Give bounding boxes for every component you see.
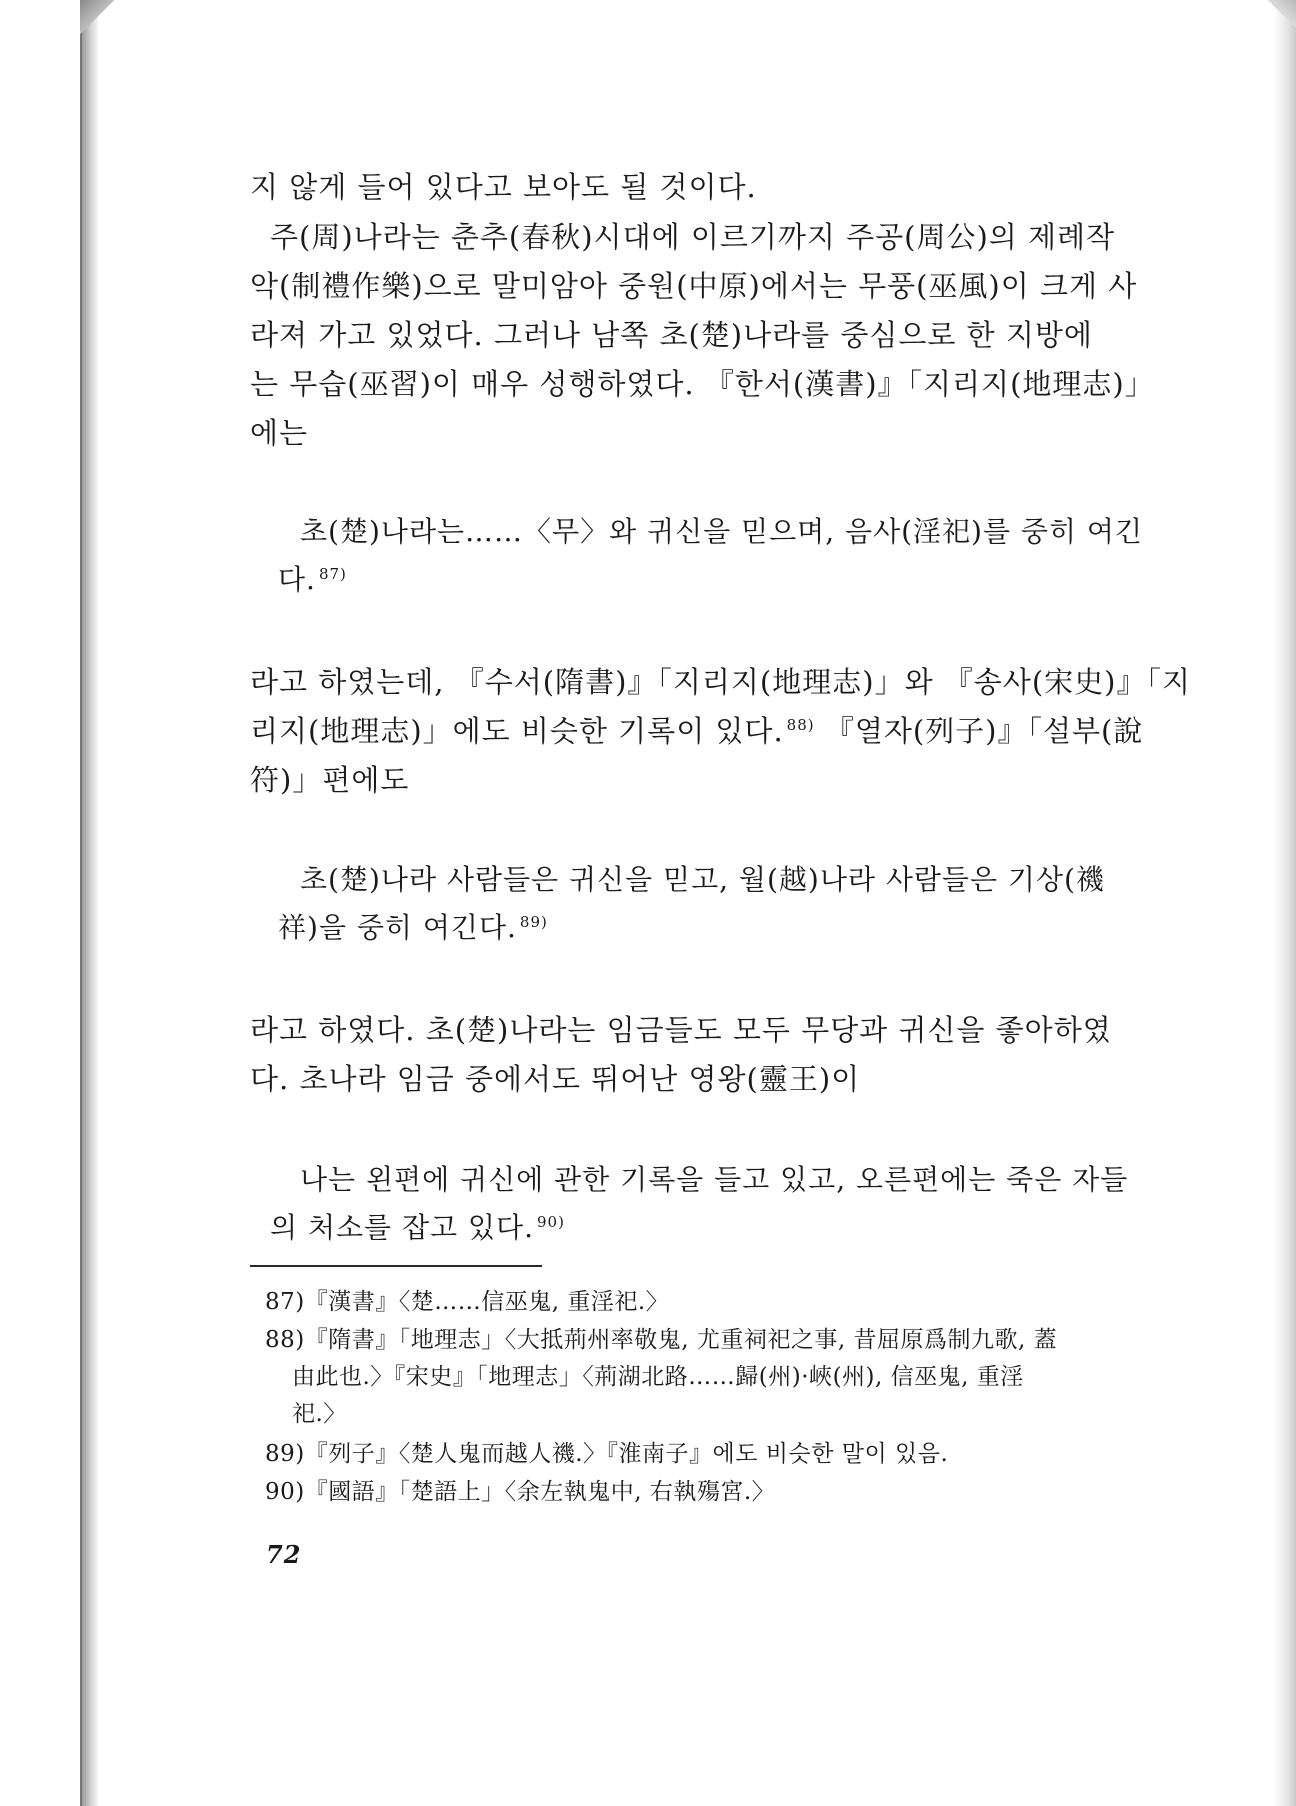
text-line: 라져 가고 있었다. 그러나 남쪽 초(楚)나라를 중심으로 한 지방에 bbox=[250, 318, 1093, 352]
page-corner-fold-left bbox=[80, 0, 114, 34]
text-line bbox=[250, 709, 1143, 750]
text-line: 라고 하였다. 초(楚)나라는 임금들도 모두 무당과 귀신을 좋아하였 bbox=[250, 1013, 1112, 1047]
footnote-88: 88)『隋書』「地理志」〈大抵荊州率敬鬼, 尤重祠祀之事, 昔屈原爲制九歌, 蓋 bbox=[265, 1327, 1058, 1353]
text-line: 나는 왼편에 귀신에 관한 기록을 들고 있고, 오른편에는 죽은 자들 bbox=[300, 1163, 1129, 1196]
text-line: 주(周)나라는 춘추(春秋)시대에 이르기까지 주공(周公)의 제례작 bbox=[270, 220, 1116, 254]
text-line bbox=[270, 1206, 565, 1246]
footnote-87: 87)『漢書』〈楚……信巫鬼, 重淫祀.〉 bbox=[265, 1289, 670, 1315]
page-right-edge bbox=[1274, 0, 1296, 1806]
footnote-ref-87[interactable]: 87) bbox=[318, 564, 347, 583]
page-corner-fold-right bbox=[1268, 0, 1296, 28]
footnote-88-cont: 由此也.〉『宋史』「地理志」〈荊湖北路……歸(州)·峽(州), 信巫鬼, 重淫 bbox=[292, 1364, 1024, 1390]
text-line: 符)」편에도 bbox=[250, 763, 410, 797]
quote-text: 의 처소를 잡고 있다. bbox=[270, 1211, 534, 1244]
text-line: 에는 bbox=[250, 416, 309, 450]
text-line: 악(制禮作樂)으로 말미암아 중원(中原)에서는 무풍(巫風)이 크게 사 bbox=[250, 269, 1138, 303]
text-line bbox=[278, 906, 548, 946]
text-line: 라고 하였는데, 『수서(隋書)』「지리지(地理志)」와 『송사(宋史)』「지 bbox=[250, 665, 1191, 699]
footnote-ref-90[interactable]: 90) bbox=[537, 1212, 565, 1231]
page-number: 72 bbox=[266, 1540, 302, 1569]
text-line: 지 않게 들어 있다고 보아도 될 것이다. bbox=[250, 170, 757, 204]
quote-text: 다. bbox=[278, 563, 316, 596]
footnote-ref-88[interactable]: 88) bbox=[786, 716, 815, 735]
page-left-edge bbox=[80, 0, 98, 1806]
text-line bbox=[278, 558, 347, 598]
quote-text: 祥)을 중히 여긴다. bbox=[278, 911, 517, 944]
footnote-89: 89)『列子』〈楚人鬼而越人禨.〉『淮南子』에도 비슷한 말이 있음. bbox=[265, 1441, 949, 1467]
text-line: 초(楚)나라는……〈무〉와 귀신을 믿으며, 음사(淫祀)를 중히 여긴 bbox=[300, 515, 1144, 548]
line-text: 리지(地理志)」에도 비슷한 기록이 있다. bbox=[250, 714, 784, 748]
footnote-90: 90)『國語』「楚語上」〈余左執鬼中, 右執殤宮.〉 bbox=[265, 1479, 776, 1505]
line-text-tail: 『열자(列子)』「설부(說 bbox=[824, 714, 1144, 748]
footnote-ref-89[interactable]: 89) bbox=[519, 912, 548, 931]
text-line: 는 무습(巫習)이 매우 성행하였다. 『한서(漢書)』「지리지(地理志)」 bbox=[250, 367, 1155, 401]
text-line: 초(楚)나라 사람들은 귀신을 믿고, 월(越)나라 사람들은 기상(禨 bbox=[300, 863, 1105, 896]
footnote-88-cont: 祀.〉 bbox=[292, 1401, 347, 1427]
footnote-divider bbox=[250, 1265, 542, 1267]
text-line: 다. 초나라 임금 중에서도 뛰어난 영왕(靈王)이 bbox=[250, 1062, 861, 1096]
